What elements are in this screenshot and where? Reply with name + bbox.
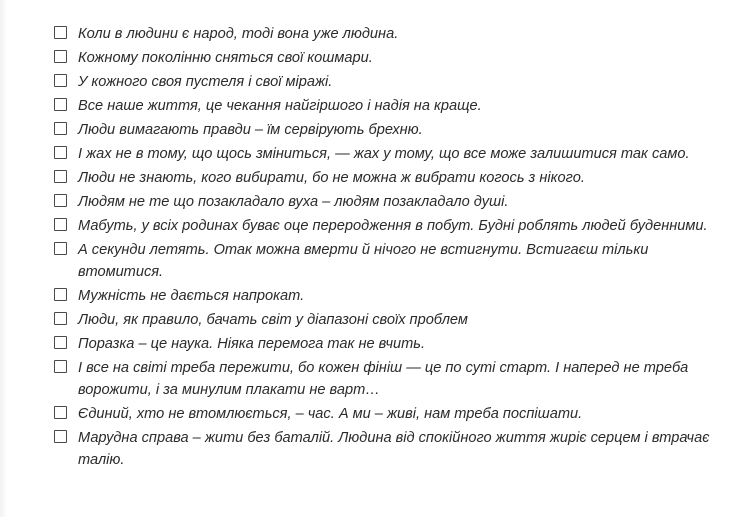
checklist-item (54, 333, 714, 355)
checklist-item-label: І жах не в тому, що щось зміниться, — жах у тому, що все може залишитися так само. (78, 146, 690, 162)
checkbox[interactable] (54, 336, 67, 349)
checklist-item-label: Все наше життя, це чекання найгіршого і надія на краще. (78, 98, 482, 114)
checklist-item (54, 285, 714, 307)
checklist-item-label: Людям не те що позакладало вуха – людям позакладало душі. (78, 194, 509, 210)
checkbox[interactable] (54, 430, 67, 443)
checklist-item (54, 23, 714, 45)
checklist-item (54, 95, 714, 117)
checklist-item (54, 119, 714, 141)
checkbox[interactable] (54, 170, 67, 183)
checklist-item (54, 143, 714, 165)
checklist-item-label: Коли в людини є народ, тоді вона уже людина. (78, 26, 399, 42)
checklist-item (54, 357, 714, 401)
checklist-item (54, 239, 714, 283)
checkbox[interactable] (54, 50, 67, 63)
checkbox[interactable] (54, 98, 67, 111)
checklist-item-label: І все на світі треба пережити, бо кожен фініш — це по суті старт. І наперед не треба ворожити, і за минулим плакати не варт… (78, 360, 689, 398)
checklist-item (54, 191, 714, 213)
checkbox[interactable] (54, 218, 67, 231)
checkbox[interactable] (54, 242, 67, 255)
checklist-item (54, 71, 714, 93)
quote-checklist (54, 23, 714, 473)
checklist-item (54, 427, 714, 471)
checklist-item (54, 309, 714, 331)
checklist-item-label: У кожного своя пустеля і свої міражі. (78, 74, 333, 90)
checklist-item (54, 403, 714, 425)
checklist-item (54, 167, 714, 189)
checklist-item-label: Поразка – це наука. Ніяка перемога так не вчить. (78, 336, 425, 352)
checkbox[interactable] (54, 26, 67, 39)
checkbox[interactable] (54, 74, 67, 87)
checklist-item (54, 215, 714, 237)
checkbox[interactable] (54, 194, 67, 207)
checkbox[interactable] (54, 360, 67, 373)
checkbox[interactable] (54, 406, 67, 419)
checkbox[interactable] (54, 288, 67, 301)
checklist-item (54, 47, 714, 69)
checklist-item-label: А секунди летять. Отак можна вмерти й нічого не встигнути. Встигаєш тільки втомитися. (78, 242, 649, 280)
checkbox[interactable] (54, 122, 67, 135)
checklist-item-label: Мужність не дається напрокат. (78, 288, 305, 304)
checklist-item-label: Мабуть, у всіх родинах буває оце переродження в побут. Будні роблять людей буденними. (78, 218, 708, 234)
checklist-item-label: Єдиний, хто не втомлюється, – час. А ми – живі, нам треба поспішати. (78, 406, 583, 422)
checklist-item-label: Люди вимагають правди – їм сервірують брехню. (78, 122, 423, 138)
checklist-item-label: Кожному поколінню сняться свої кошмари. (78, 50, 373, 66)
checklist-item-label: Люди, як правило, бачать світ у діапазоні своїх проблем (78, 312, 468, 328)
checkbox[interactable] (54, 312, 67, 325)
checklist-item-label: Люди не знають, кого вибирати, бо не можна ж вибрати когось з нікого. (78, 170, 585, 186)
checkbox[interactable] (54, 146, 67, 159)
left-edge-shadow (0, 0, 7, 517)
checklist-item-label: Марудна справа – жити без баталій. Людина від спокійного життя жиріє серцем і втрачає талію. (78, 430, 710, 468)
